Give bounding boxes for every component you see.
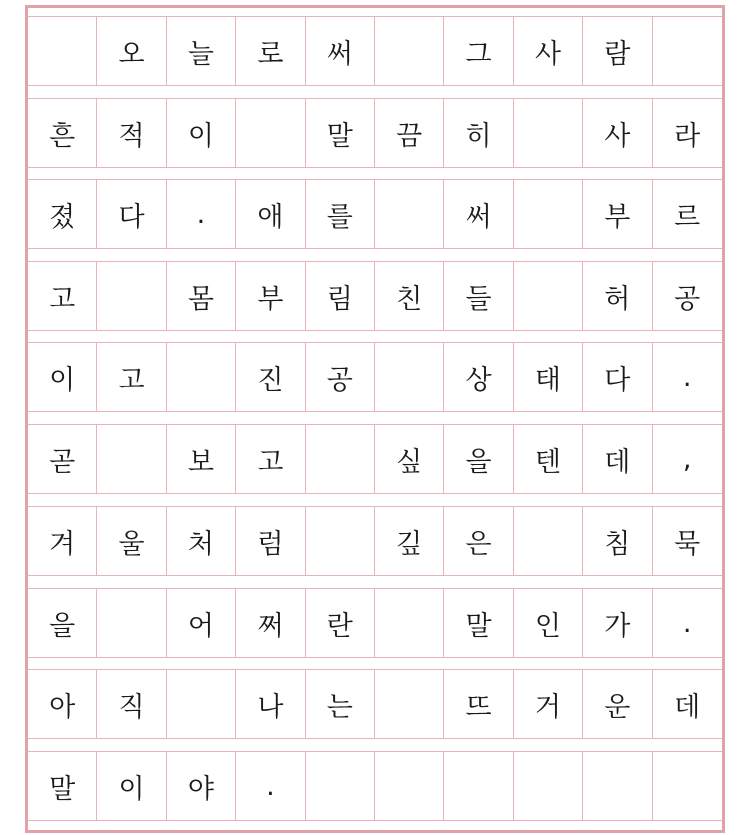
manuscript-cell — [375, 180, 444, 248]
manuscript-cell: 히 — [444, 99, 513, 167]
manuscript-cell: 사 — [514, 17, 583, 85]
manuscript-cell: 오 — [97, 17, 166, 85]
manuscript-cell: 말 — [306, 99, 375, 167]
manuscript-cell: 고 — [236, 425, 305, 493]
manuscript-row — [28, 16, 722, 86]
manuscript-cell: 곧 — [28, 425, 97, 493]
manuscript-cell — [375, 17, 444, 85]
manuscript-cell: . — [236, 752, 305, 820]
manuscript-cell: 다 — [583, 343, 652, 411]
manuscript-cell: 말 — [444, 589, 513, 657]
manuscript-row — [28, 261, 722, 331]
manuscript-cell: 늘 — [167, 17, 236, 85]
manuscript-sheet — [25, 5, 725, 833]
manuscript-cell — [97, 589, 166, 657]
manuscript-cell: . — [167, 180, 236, 248]
manuscript-cell: 부 — [236, 262, 305, 330]
manuscript-cell: 써 — [444, 180, 513, 248]
manuscript-cell: 애 — [236, 180, 305, 248]
manuscript-cell: 보 — [167, 425, 236, 493]
manuscript-cell: 를 — [306, 180, 375, 248]
manuscript-cell: 어 — [167, 589, 236, 657]
manuscript-cell: 이 — [167, 99, 236, 167]
manuscript-cell: 공 — [306, 343, 375, 411]
manuscript-cell: 고 — [28, 262, 97, 330]
manuscript-cell: 은 — [444, 507, 513, 575]
manuscript-cell: 운 — [583, 670, 652, 738]
manuscript-cell: 고 — [97, 343, 166, 411]
manuscript-cell: 가 — [583, 589, 652, 657]
manuscript-cell: 깊 — [375, 507, 444, 575]
manuscript-row — [28, 751, 722, 821]
manuscript-cell — [514, 99, 583, 167]
manuscript-cell: 데 — [583, 425, 652, 493]
manuscript-cell: 이 — [97, 752, 166, 820]
manuscript-cell: 부 — [583, 180, 652, 248]
manuscript-cell — [653, 17, 722, 85]
manuscript-cell: 을 — [444, 425, 513, 493]
manuscript-cell: 그 — [444, 17, 513, 85]
manuscript-cell: 라 — [674, 120, 701, 152]
manuscript-cell: 상 — [444, 343, 513, 411]
manuscript-cell: 림 — [306, 262, 375, 330]
manuscript-cell: 묵 — [674, 528, 701, 560]
manuscript-row — [28, 98, 722, 168]
manuscript-cell: 람 — [583, 17, 652, 85]
manuscript-cell: 아 — [28, 670, 97, 738]
manuscript-cell — [167, 670, 236, 738]
manuscript-cell: 뜨 — [444, 670, 513, 738]
manuscript-cell: 로 — [236, 17, 305, 85]
manuscript-cell: 사 — [583, 99, 652, 167]
manuscript-cell — [28, 17, 97, 85]
manuscript-cell: 허 — [583, 262, 652, 330]
manuscript-cell — [444, 752, 513, 820]
manuscript-row — [28, 506, 722, 576]
manuscript-cell: 텐 — [514, 425, 583, 493]
manuscript-cell: 들 — [444, 262, 513, 330]
manuscript-cell — [306, 425, 375, 493]
manuscript-cell — [514, 180, 583, 248]
manuscript-cell: 싶 — [375, 425, 444, 493]
manuscript-cell: 침 — [583, 507, 652, 575]
manuscript-cell: 울 — [97, 507, 166, 575]
manuscript-cell: 공 — [674, 283, 701, 315]
manuscript-cell: 을 — [28, 589, 97, 657]
manuscript-cell — [97, 425, 166, 493]
manuscript-cell: 겨 — [28, 507, 97, 575]
manuscript-cell — [514, 507, 583, 575]
manuscript-cell — [653, 752, 722, 820]
manuscript-cell — [306, 507, 375, 575]
manuscript-row — [28, 424, 722, 494]
manuscript-cell — [97, 262, 166, 330]
manuscript-cell: 인 — [514, 589, 583, 657]
manuscript-row — [28, 588, 722, 658]
manuscript-cell: 몸 — [167, 262, 236, 330]
manuscript-cell: 쩌 — [236, 589, 305, 657]
manuscript-cell: 데 — [674, 691, 701, 723]
manuscript-cell: 야 — [167, 752, 236, 820]
manuscript-cell: 르 — [674, 201, 701, 233]
manuscript-row — [28, 342, 722, 412]
manuscript-cell — [375, 752, 444, 820]
manuscript-cell: 진 — [236, 343, 305, 411]
manuscript-cell: 다 — [97, 180, 166, 248]
manuscript-cell: 써 — [306, 17, 375, 85]
manuscript-cell: 흔 — [28, 99, 97, 167]
manuscript-cell: 끔 — [375, 99, 444, 167]
manuscript-cell — [306, 752, 375, 820]
manuscript-row — [28, 179, 722, 249]
manuscript-cell: 거 — [514, 670, 583, 738]
manuscript-cell: 태 — [514, 343, 583, 411]
manuscript-cell: 졌 — [28, 180, 97, 248]
manuscript-cell — [236, 99, 305, 167]
manuscript-cell: . — [682, 361, 692, 393]
manuscript-cell: 는 — [306, 670, 375, 738]
manuscript-cell: 란 — [306, 589, 375, 657]
manuscript-cell — [583, 752, 652, 820]
manuscript-row — [28, 669, 722, 739]
manuscript-cell: 적 — [97, 99, 166, 167]
manuscript-cell: 직 — [97, 670, 166, 738]
manuscript-cell — [375, 670, 444, 738]
manuscript-cell: , — [682, 443, 692, 475]
manuscript-cell: 나 — [236, 670, 305, 738]
manuscript-cell — [375, 343, 444, 411]
manuscript-cell — [514, 752, 583, 820]
manuscript-cell: . — [682, 607, 692, 639]
manuscript-cell: 이 — [28, 343, 97, 411]
manuscript-cell — [514, 262, 583, 330]
manuscript-cell: 처 — [167, 507, 236, 575]
manuscript-cell: 럼 — [236, 507, 305, 575]
manuscript-cell — [375, 589, 444, 657]
manuscript-cell — [167, 343, 236, 411]
manuscript-cell: 친 — [375, 262, 444, 330]
manuscript-cell: 말 — [28, 752, 97, 820]
